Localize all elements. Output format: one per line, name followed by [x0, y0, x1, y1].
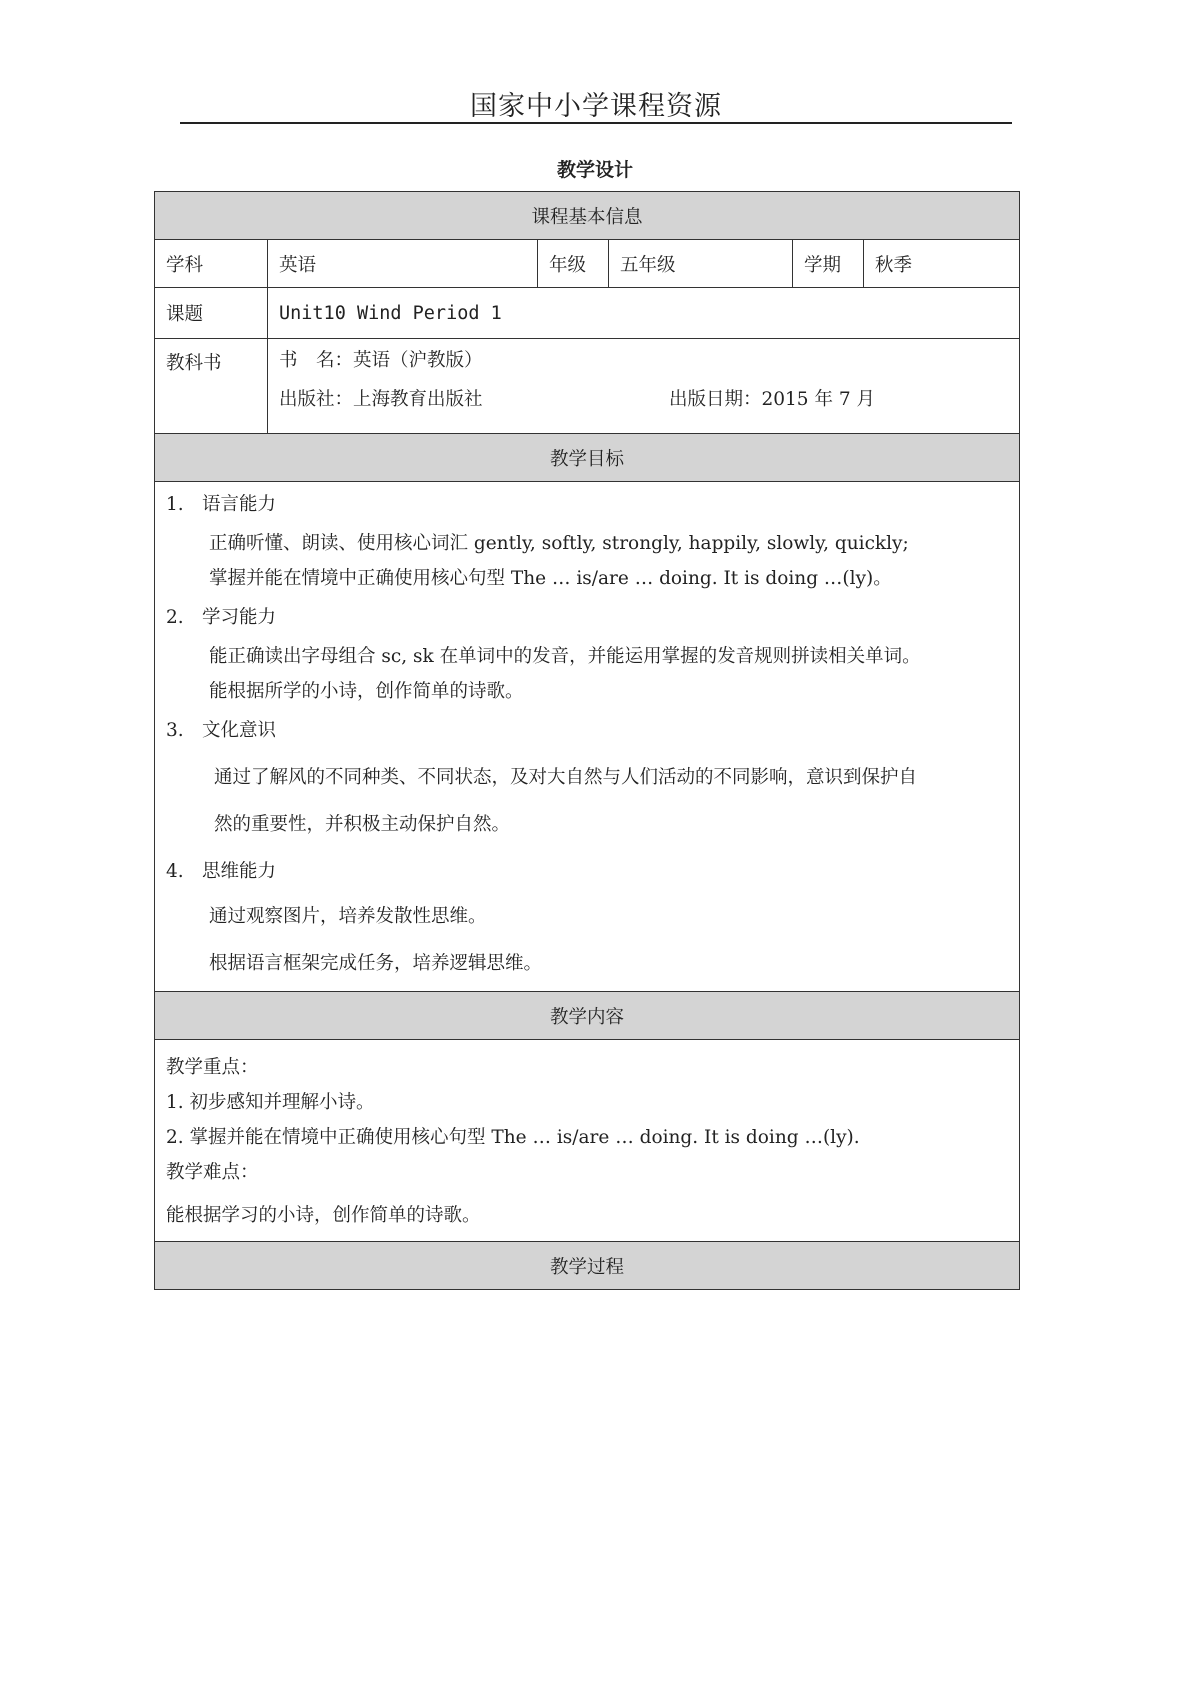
difficulty-label: 教学难点： [166, 1162, 259, 1183]
subject-label: 学科 [155, 240, 268, 288]
topic-value: Unit10 Wind Period 1 [268, 288, 1020, 339]
objective-1-line-1: 正确听懂、朗读、使用核心词汇 gently, softly, strongly, happily, slowly, quickly; [209, 533, 909, 554]
objective-1-heading [166, 487, 1008, 522]
objective-3-number: 3. [166, 720, 184, 741]
term-label: 学期 [793, 240, 864, 288]
publisher-info [279, 386, 1008, 414]
objective-4-heading [166, 854, 1008, 889]
grade-label: 年级 [538, 240, 609, 288]
subject-row [155, 240, 1020, 288]
objective-4-line-1: 通过观察图片，培养发散性思维。 [209, 906, 487, 927]
objective-3-line-1: 通过了解风的不同种类、不同状态，及对大自然与人们活动的不同影响，意识到保护自 [214, 767, 918, 788]
textbook-label: 教科书 [155, 339, 268, 434]
objective-2-line-1: 能正确读出字母组合 sc, sk 在单词中的发音，并能运用掌握的发音规则拼读相关单词。 [209, 646, 921, 667]
topic-row [155, 288, 1020, 339]
objective-1-title: 语言能力 [202, 494, 277, 515]
objective-3-heading [166, 713, 1008, 748]
lesson-design-table [154, 191, 1020, 1290]
objective-4-line-2: 根据语言框架完成任务，培养逻辑思维。 [209, 953, 543, 974]
content-heading: 教学内容 [155, 992, 1020, 1040]
subject-value: 英语 [268, 240, 538, 288]
textbook-row [155, 339, 1020, 434]
objective-4-number: 4. [166, 861, 184, 882]
content-heading-row [155, 992, 1020, 1040]
objectives-heading-row [155, 434, 1020, 482]
publisher: 出版社：上海教育出版社 [279, 389, 483, 410]
header-title: 国家中小学课程资源 [470, 91, 722, 122]
publish-date: 出版日期：2015 年 7 月 [669, 389, 875, 410]
basic-info-heading: 课程基本信息 [155, 192, 1020, 240]
process-heading: 教学过程 [155, 1242, 1020, 1290]
textbook-info [268, 339, 1020, 434]
objectives-body [155, 482, 1020, 992]
objective-2-title: 学习能力 [202, 607, 277, 628]
objective-4-title: 思维能力 [202, 861, 277, 882]
topic-label: 课题 [155, 288, 268, 339]
key-point-1: 1. 初步感知并理解小诗。 [166, 1092, 375, 1113]
objective-1-line-2: 掌握并能在情境中正确使用核心句型 The … is/are … doing. It is doing …(ly)。 [209, 568, 892, 589]
objectives-row [155, 482, 1020, 992]
term-value: 秋季 [864, 240, 1020, 288]
book-name: 书 名：英语（沪教版） [279, 350, 483, 371]
objective-2-number: 2. [166, 607, 184, 628]
objective-1-number: 1. [166, 494, 184, 515]
objective-2-heading [166, 600, 1008, 635]
process-heading-row [155, 1242, 1020, 1290]
objectives-heading: 教学目标 [155, 434, 1020, 482]
objective-3-line-2: 然的重要性，并积极主动保护自然。 [214, 814, 511, 835]
basic-info-heading-row [155, 192, 1020, 240]
objective-2-line-2: 能根据所学的小诗，创作简单的诗歌。 [209, 681, 524, 702]
content-row [155, 1040, 1020, 1242]
objective-3-title: 文化意识 [202, 720, 277, 741]
difficulty-text: 能根据学习的小诗，创作简单的诗歌。 [166, 1205, 481, 1226]
header-rule [180, 122, 1012, 124]
grade-value: 五年级 [609, 240, 793, 288]
content-body [155, 1040, 1020, 1242]
key-point-2: 2. 掌握并能在情境中正确使用核心句型 The … is/are … doing. It is doing …(ly). [166, 1127, 860, 1148]
document-title: 教学设计 [556, 159, 633, 181]
key-points-label: 教学重点： [166, 1057, 259, 1078]
